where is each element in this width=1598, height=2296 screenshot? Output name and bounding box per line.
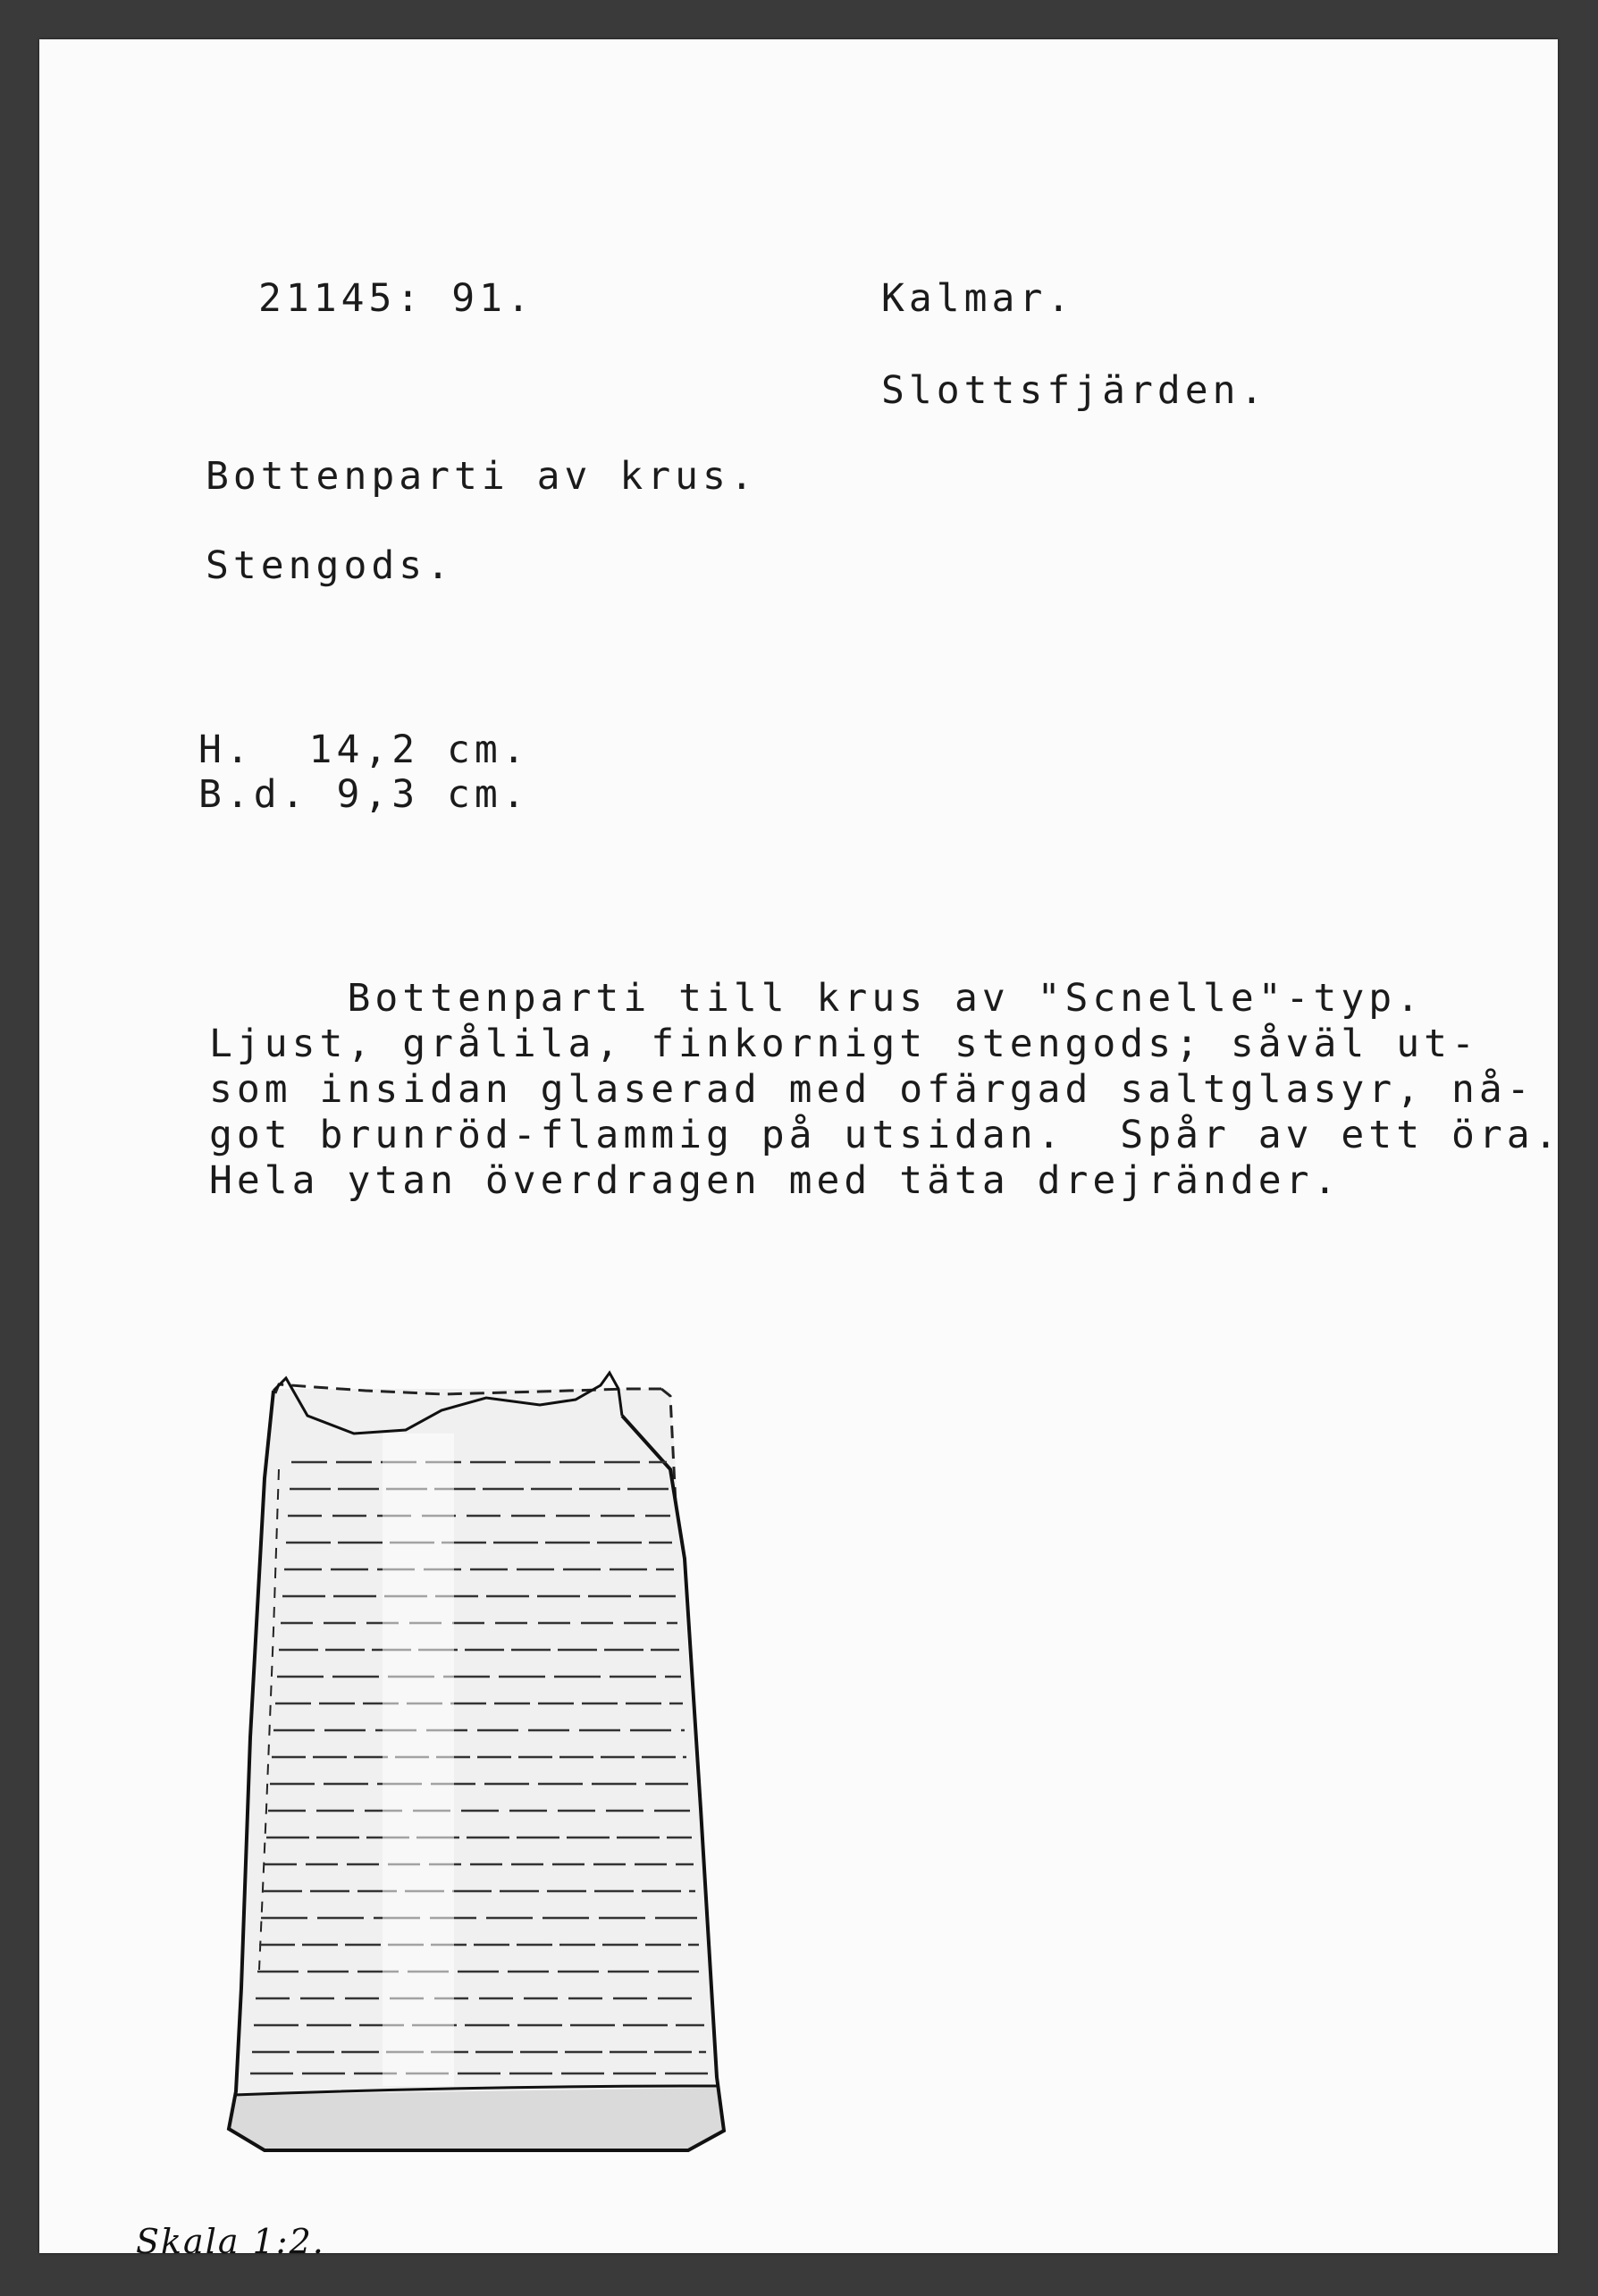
description-line: Bottenparti till krus av "Scnelle"-typ.: [209, 976, 1425, 1021]
description-line: Hela ytan överdragen med täta drejränder.: [209, 1158, 1341, 1203]
jug-base-drawing: [39, 39, 1562, 2253]
material: Stengods.: [206, 543, 454, 588]
catalog-number: 21145: 91.: [258, 276, 534, 321]
place-name: Kalmar.: [881, 276, 1075, 321]
catalog-card: [39, 39, 1562, 2261]
description-line: som insidan glaserad med ofärgad saltglasyr, nå-: [209, 1067, 1535, 1112]
description-line: Ljust, grålila, finkornigt stengods; såväl ut-: [209, 1022, 1479, 1066]
object-title: Bottenparti av krus.: [206, 454, 758, 499]
scale-note: Skala 1:2.: [136, 2222, 325, 2261]
height-measure: H. 14,2 cm.: [198, 727, 530, 772]
base-diameter-measure: B.d. 9,3 cm.: [198, 772, 530, 817]
description-line: got brunröd-flammig på utsidan. Spår av ett öra.: [209, 1113, 1562, 1157]
site-name: Slottsfjärden.: [881, 368, 1268, 413]
